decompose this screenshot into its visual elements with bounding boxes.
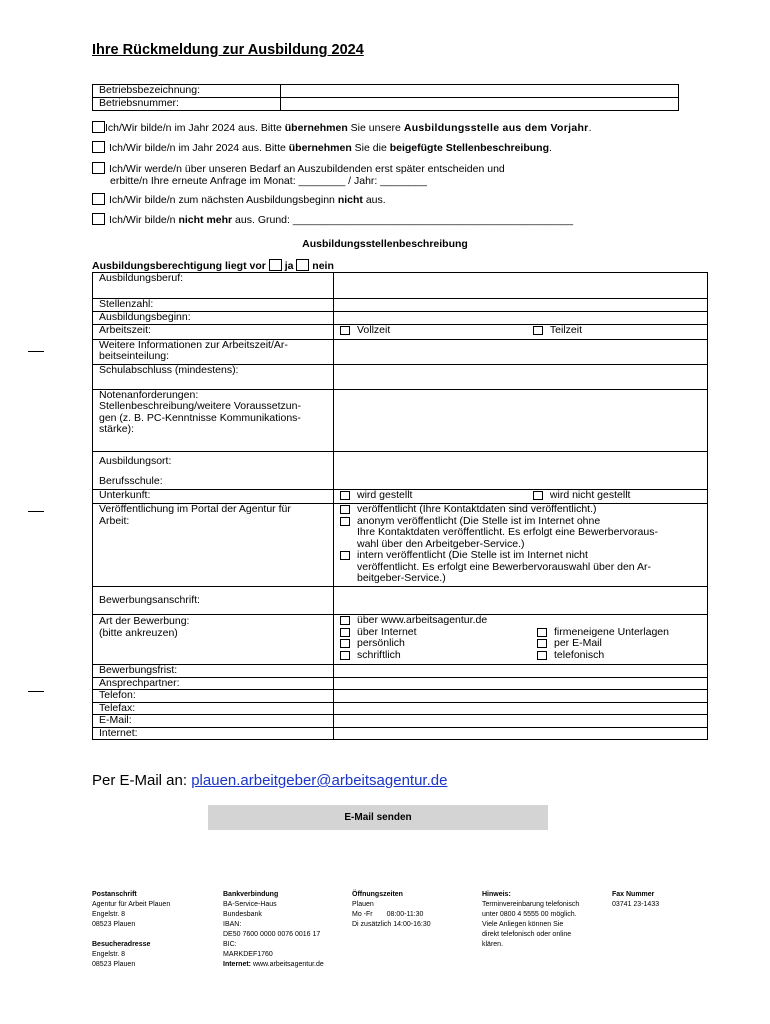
unterkunft-options bbox=[334, 489, 708, 504]
footer-fax: Fax Nummer 03741 23-1433 bbox=[612, 891, 660, 908]
company-number-field[interactable] bbox=[281, 98, 679, 111]
email-link[interactable]: plauen.arbeitgeber@arbeitsagentur.de bbox=[191, 772, 448, 789]
choice-3-checkbox[interactable] bbox=[92, 162, 105, 174]
internet-field[interactable] bbox=[334, 727, 708, 740]
berechtigung-ja-label: ja bbox=[284, 260, 294, 272]
anschrift-field[interactable] bbox=[334, 587, 708, 615]
frist-field[interactable] bbox=[334, 665, 708, 678]
anschrift-label: Bewerbungsanschrift: bbox=[93, 587, 334, 615]
weitere-info-label: Weitere Informationen zur Arbeitszeit/Ar- beitseinteilung: bbox=[93, 339, 334, 364]
unterkunft-gestellt-label: wird gestellt bbox=[357, 488, 413, 501]
beruf-label: Ausbildungsberuf: bbox=[93, 273, 334, 299]
unterkunft-label: Unterkunft: bbox=[93, 489, 334, 504]
email-line bbox=[92, 772, 447, 789]
beginn-label: Ausbildungsbeginn: bbox=[93, 312, 334, 325]
choice-5-checkbox[interactable] bbox=[92, 213, 105, 225]
internet-label: Internet: bbox=[93, 727, 334, 740]
footer-hinweis: Hinweis: Terminvereinbarung telefonisch unter 0800 4 5555 00 möglich. Viele Anliegen können Sie direkt telefonisch oder online klären. bbox=[482, 891, 580, 948]
choice-1-checkbox[interactable] bbox=[92, 121, 105, 133]
art-arbeitsagentur-checkbox[interactable] bbox=[340, 616, 350, 625]
fold-mark bbox=[28, 691, 44, 692]
portal-intern-checkbox[interactable] bbox=[340, 551, 350, 560]
noten-label: Notenanforderungen: bbox=[99, 388, 199, 401]
ansprech-label: Ansprechpartner: bbox=[93, 677, 334, 690]
berechtigung-ja-checkbox[interactable] bbox=[269, 259, 282, 271]
telefax-field[interactable] bbox=[334, 702, 708, 715]
frist-label: Bewerbungsfrist: bbox=[93, 665, 334, 678]
footer-postanschrift: Postanschrift Agentur für Arbeit Plauen Engelstr. 8 08523 Plauen Besucheradresse Engelstr. 8 08523 Plauen bbox=[92, 891, 171, 968]
email-prefix: Per E-Mail an: bbox=[92, 772, 192, 789]
art-label: Art der Bewerbung: (bitte ankreuzen) bbox=[93, 615, 334, 665]
job-description-table bbox=[92, 272, 708, 740]
ort-label: Ausbildungsort: Berufsschule: bbox=[93, 451, 334, 489]
choice-4: Ich/Wir bilde/n zum nächsten Ausbildungsbeginn nicht aus. bbox=[92, 193, 386, 207]
arbeitszeit-options bbox=[334, 325, 708, 340]
choice-3-line2: erbitte/n Ihre erneute Anfrage im Monat: ________ / Jahr: ________ bbox=[110, 175, 427, 187]
berechtigung-label: Ausbildungsberechtigung liegt vor bbox=[92, 260, 266, 272]
unterkunft-nicht-label: wird nicht gestellt bbox=[549, 488, 631, 501]
art-email-checkbox[interactable] bbox=[537, 639, 547, 648]
choice-3: Ich/Wir werde/n über unseren Bedarf an Auszubildenden erst später entscheiden und bbox=[92, 162, 505, 176]
email-label: E-Mail: bbox=[93, 715, 334, 728]
teilzeit-checkbox[interactable] bbox=[533, 326, 543, 335]
stellenzahl-field[interactable] bbox=[334, 299, 708, 312]
telefax-label: Telefax: bbox=[93, 702, 334, 715]
send-email-button[interactable]: E-Mail senden bbox=[208, 805, 548, 830]
art-firmeneigen-checkbox[interactable] bbox=[537, 628, 547, 637]
choice-4-checkbox[interactable] bbox=[92, 193, 105, 205]
telefon-field[interactable] bbox=[334, 690, 708, 703]
portal-label: Veröffentlichung im Portal der Agentur für Arbeit: bbox=[93, 504, 334, 587]
fold-mark bbox=[28, 351, 44, 352]
email-field[interactable] bbox=[334, 715, 708, 728]
vollzeit-checkbox[interactable] bbox=[340, 326, 350, 335]
teilzeit-label: Teilzeit bbox=[549, 324, 583, 336]
page-title: Ihre Rückmeldung zur Ausbildung 2024 bbox=[92, 42, 364, 58]
company-name-field[interactable] bbox=[281, 85, 679, 98]
beruf-field[interactable] bbox=[334, 273, 708, 299]
stellenbeschreibung-label: Notenanforderungen: Stellenbeschreibung/weitere Voraussetzun- gen (z. B. PC-Kenntnisse Kommunikations- stärke): bbox=[93, 389, 334, 451]
art-telefonisch-checkbox[interactable] bbox=[537, 651, 547, 660]
section-title: Ausbildungsstellenbeschreibung bbox=[302, 238, 468, 250]
beginn-field[interactable] bbox=[334, 312, 708, 325]
art-persoenlich-checkbox[interactable] bbox=[340, 639, 350, 648]
schulabschluss-field[interactable] bbox=[334, 364, 708, 389]
fold-mark bbox=[28, 511, 44, 512]
art-schriftlich-checkbox[interactable] bbox=[340, 651, 350, 660]
footer-oeffnungszeiten: Öffnungszeiten Plauen Mo -Fr 08:00-11:30 Di zusätzlich 14:00-16:30 bbox=[352, 891, 431, 928]
telefon-label: Telefon: bbox=[93, 690, 334, 703]
ansprech-field[interactable] bbox=[334, 677, 708, 690]
portal-veroeffentlicht-checkbox[interactable] bbox=[340, 505, 350, 514]
berechtigung-nein-label: nein bbox=[312, 260, 334, 272]
choice-5: Ich/Wir bilde/n nicht mehr aus. Grund: ________________________________________________ bbox=[92, 213, 573, 227]
schulabschluss-label: Schulabschluss (mindestens): bbox=[93, 364, 334, 389]
berechtigung-nein-checkbox[interactable] bbox=[296, 259, 309, 271]
art-options: über www.arbeitsagentur.de über Internet persönlich schriftlich firmeneigene Unterlagen per E-Mail telefonisch bbox=[334, 615, 708, 665]
vollzeit-label: Vollzeit bbox=[357, 324, 391, 336]
stellenbeschreibung-field[interactable] bbox=[334, 389, 708, 451]
art-internet-checkbox[interactable] bbox=[340, 628, 350, 637]
berechtigung-row bbox=[92, 259, 334, 273]
choice-2: Ich/Wir bilde/n im Jahr 2024 aus. Bitte übernehmen Sie die beigefügte Stellenbeschreibung. bbox=[92, 141, 552, 155]
unterkunft-gestellt-checkbox[interactable] bbox=[340, 491, 350, 500]
company-name-label: Betriebsbezeichnung: bbox=[93, 85, 281, 98]
company-table bbox=[92, 84, 679, 111]
weitere-info-field[interactable] bbox=[334, 339, 708, 364]
company-number-label: Betriebsnummer: bbox=[93, 98, 281, 111]
portal-options: veröffentlicht (Ihre Kontaktdaten sind veröffentlicht.) anonym veröffentlicht (Die Stelle ist im Internet ohne Ihre Kontaktdaten veröffentlicht. Es erfolgt eine Bewerbervoraus- wahl über den Arbeitgeber-Service.) intern veröffentlicht (Die Stelle ist im Internet nicht veröffentlicht. Es erfolgt eine Bewerbervorauswahl über den Ar- beitgeber-Service.) bbox=[334, 504, 708, 587]
unterkunft-nicht-checkbox[interactable] bbox=[533, 491, 543, 500]
choice-1: Ich/Wir bilde/n im Jahr 2024 aus. Bitte übernehmen Sie unsere Ausbildungsstelle aus dem Vorjahr. bbox=[92, 121, 591, 135]
portal-anonym-checkbox[interactable] bbox=[340, 517, 350, 526]
arbeitszeit-label: Arbeitszeit: bbox=[93, 325, 334, 340]
footer-bank: Bankverbindung BA-Service-Haus Bundesbank IBAN: DE50 7600 0000 0076 0016 17 BIC: MARKDEF1760 Internet: www.arbeitsagentur.de bbox=[223, 891, 324, 968]
choice-2-checkbox[interactable] bbox=[92, 141, 105, 153]
stellenzahl-label: Stellenzahl: bbox=[93, 299, 334, 312]
ort-field[interactable] bbox=[334, 451, 708, 489]
